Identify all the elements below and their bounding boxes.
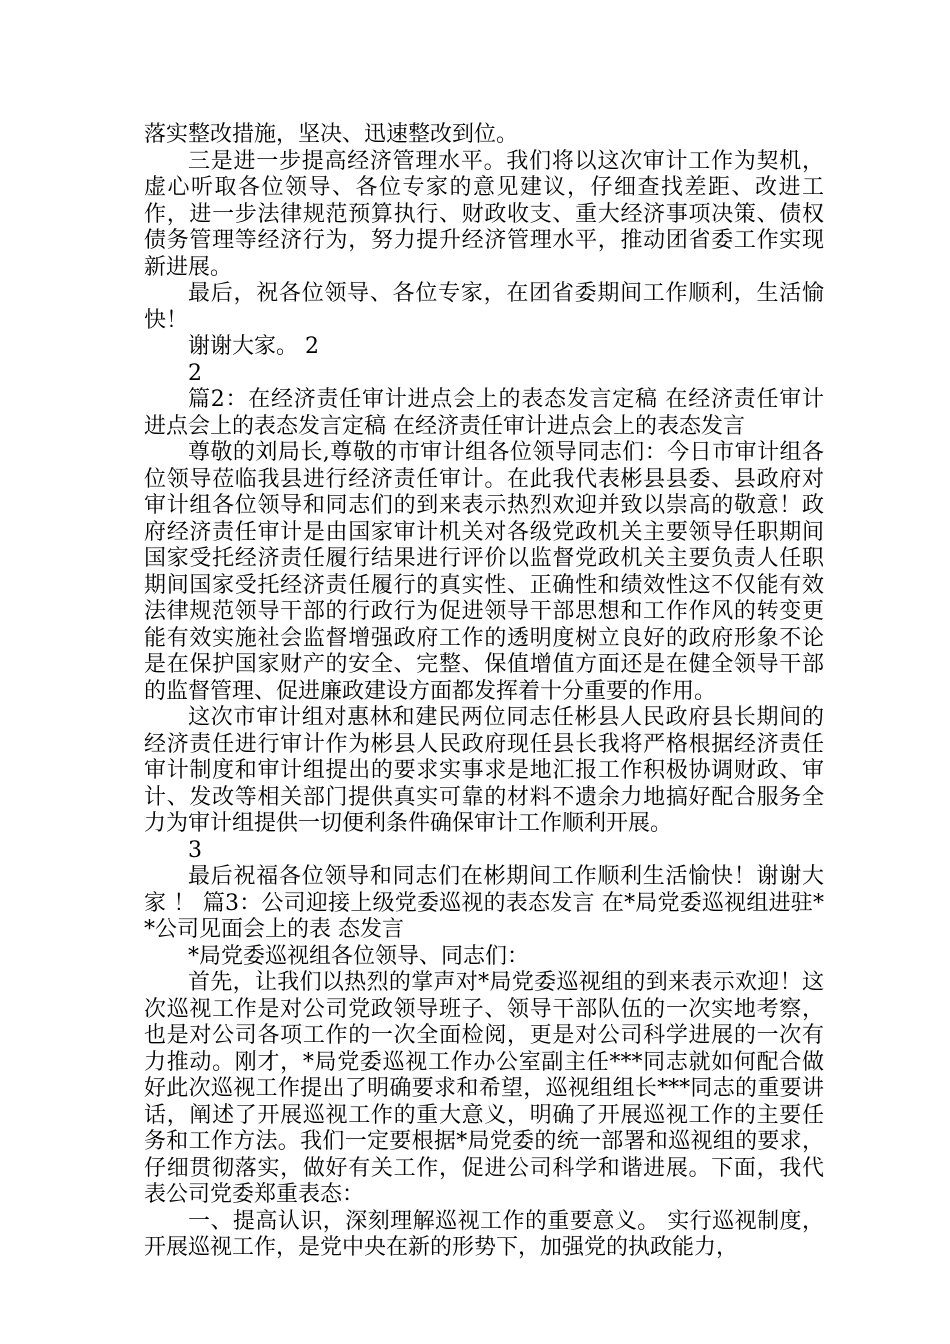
paragraph-point-one: 一、提高认识，深刻理解巡视工作的重要意义。 实行巡视制度，开展巡视工作，是党中央在新的形势下，加强党的执政能力， — [144, 1208, 824, 1260]
paragraph-wishes: 最后，祝各位领导、各位专家，在团省委期间工作顺利，生活愉快！ — [144, 281, 824, 333]
paragraph-closing-fragment: 落实整改措施，坚决、迅速整改到位。 — [144, 122, 519, 147]
page-number: 3 — [188, 837, 202, 863]
paragraph-audit-commitment: 这次市审计组对惠林和建民两位同志任彬县人民政府县长期间的经济责任进行审计作为彬县人民政府现任县长我将严格根据经济责任审计制度和审计组提出的要求实事求是地汇报工作积极协调财政、审计、发改等相关部门提供真实可靠的材料不遗余力地搞好配合服务全力为审计组提供一切便利条件确保审计工作顺利开展。 — [144, 705, 824, 836]
paragraph-greeting-audit: 尊敬的刘局长,尊敬的市审计组各位领导同志们：今日市审计组各位领导莅临我县进行经济责任审计。在此我代表彬县县委、县政府对审计组各位领导和同志们的到来表示热烈欢迎并致以崇高的敬意！政府经济责任审计是由国家审计机关对各级党政机关主要领导任职期间国家受托经济责任履行结果进行评价以监督党政机关主要负责人任职期间国家受托经济责任履行的真实性、正确性和绩效性这不仅能有效法律规范领导干部的行政行为促进领导干部思想和工作作风的转变更能有效实施社会监督增强政府工作的透明度树立良好的政府形象不论是在保护国家财产的安全、完整、保值增值方面还是在健全领导干部的监督管理、促进廉政建设方面都发挥着十分重要的作用。 — [144, 440, 824, 704]
paragraph-closing-part-3-heading: 最后祝福各位领导和同志们在彬期间工作顺利生活愉快！谢谢大家 ！ 篇3：公司迎接上级党委巡视的表态发言 在*局党委巡视组进驻**公司见面会上的表 态发言 — [144, 864, 824, 942]
section-heading-part-2: 篇2：在经济责任审计进点会上的表态发言定稿 在经济责任审计进点会上的表态发言定稿 在经济责任审计进点会上的表态发言 — [144, 387, 824, 439]
document-page — [144, 122, 824, 1262]
paragraph-salutation: *局党委巡视组各位领导、同志们： — [188, 943, 530, 969]
paragraph-inspection-welcome: 首先，让我们以热烈的掌声对*局党委巡视组的到来表示欢迎！这次巡视工作是对公司党政领导班子、领导干部队伍的一次实地考察，也是对公司各项工作的一次全面检阅，更是对公司科学进展的一次有力推动。刚才，*局党委巡视工作办公室副主任***同志就如何配合做好此次巡视工作提出了明确要求和希望，巡视组组长***同志的重要讲话，阐述了开展巡视工作的重大意义，明确了开展巡视工作的主要任务和工作方法。我们一定要根据*局党委的统一部署和巡视组的要求，仔细贯彻落实，做好有关工作，促进公司科学和谐进展。下面，我代表公司党委郑重表态： — [144, 970, 824, 1207]
paragraph-thanks: 谢谢大家。 2 — [188, 334, 319, 359]
page-number: 2 — [188, 360, 202, 386]
paragraph-economic-management: 三是进一步提高经济管理水平。我们将以这次审计工作为契机，虚心听取各位领导、各位专家的意见建议，仔细查找差距、改进工作，进一步法律规范预算执行、财政收支、重大经济事项决策、债权债务管理等经济行为，努力提升经济管理水平，推动团省委工作实现新进展。 — [144, 148, 824, 280]
